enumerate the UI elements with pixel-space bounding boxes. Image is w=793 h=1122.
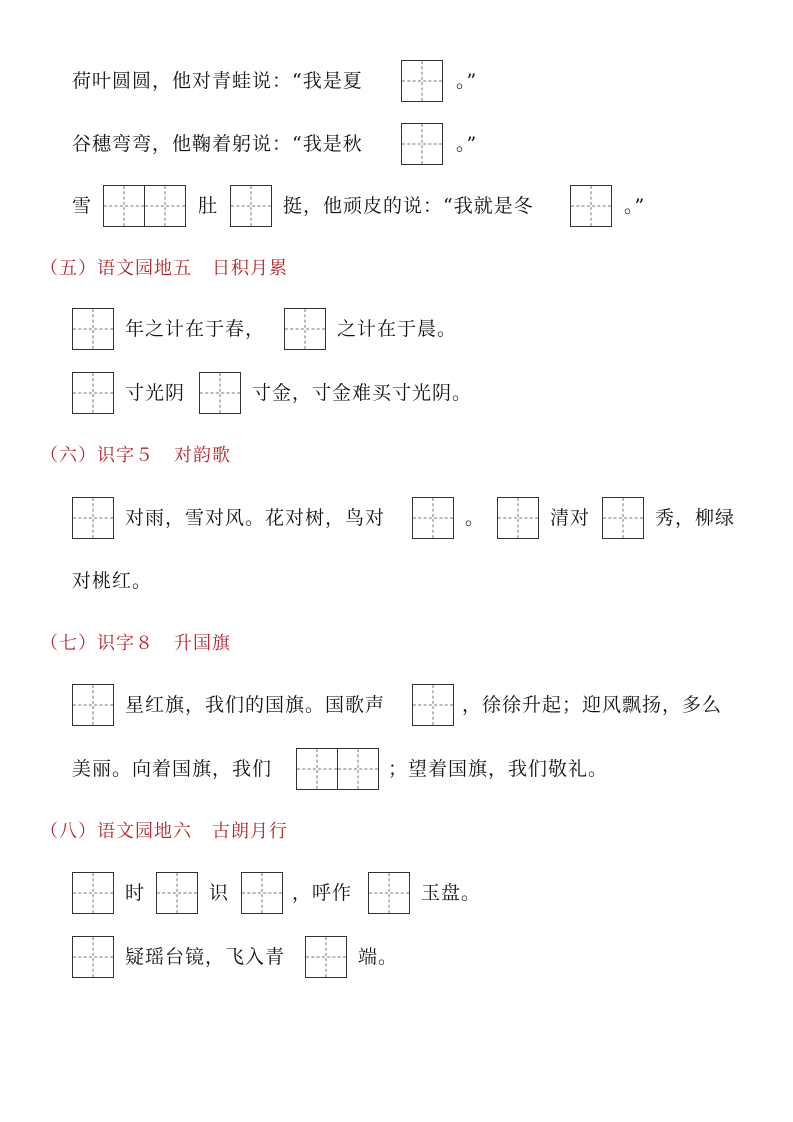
section-title: 识字５: [97, 445, 154, 466]
text-fragment: 玉盘。: [421, 882, 482, 904]
text-fragment: 谷穗弯弯，他鞠着躬说：“我是秋: [72, 133, 363, 155]
answer-box[interactable]: [72, 936, 114, 978]
text-fragment: 秀，柳绿: [655, 507, 736, 529]
answer-box[interactable]: [412, 684, 454, 726]
text-fragment: 星红旗，我们的国旗。国歌声: [125, 694, 386, 716]
section-heading: [40, 441, 231, 467]
answer-box[interactable]: [72, 684, 114, 726]
answer-box[interactable]: [602, 497, 644, 539]
text-fragment: ；望着国旗，我们敬礼。: [388, 758, 609, 780]
text-fragment: 美丽。向着国旗，我们: [72, 758, 273, 780]
text-fragment: 清对: [550, 507, 591, 529]
section-subtitle: 古朗月行: [212, 821, 288, 842]
answer-box[interactable]: [368, 872, 410, 914]
text-fragment: 雪: [72, 195, 93, 217]
answer-box[interactable]: [156, 872, 198, 914]
answer-box[interactable]: [296, 748, 338, 790]
answer-box[interactable]: [144, 185, 186, 227]
answer-box[interactable]: [497, 497, 539, 539]
text-fragment: 。: [465, 507, 486, 529]
text-fragment: 疑瑶台镜，飞入青: [125, 946, 286, 968]
answer-box[interactable]: [241, 872, 283, 914]
section-title: 语文园地六: [97, 821, 192, 842]
answer-box[interactable]: [305, 936, 347, 978]
answer-box[interactable]: [72, 372, 114, 414]
answer-box[interactable]: [72, 497, 114, 539]
answer-box-double[interactable]: [296, 748, 379, 790]
section-heading: [40, 817, 288, 843]
answer-box[interactable]: [284, 308, 326, 350]
text-fragment: 肚: [198, 195, 219, 217]
answer-box-double[interactable]: [103, 185, 186, 227]
section-number: （五）: [40, 258, 97, 279]
answer-box[interactable]: [72, 308, 114, 350]
text-fragment: ，呼作: [292, 882, 353, 904]
text-fragment: 端。: [358, 946, 399, 968]
answer-box[interactable]: [337, 748, 379, 790]
answer-box[interactable]: [230, 185, 272, 227]
section-number: （七）: [40, 633, 97, 654]
section-subtitle: 日积月累: [212, 258, 288, 279]
section-number: （六）: [40, 445, 97, 466]
section-number: （八）: [40, 821, 97, 842]
answer-box[interactable]: [72, 872, 114, 914]
text-fragment: 年之计在于春，: [125, 318, 266, 340]
text-fragment: 荷叶圆圆，他对青蛙说：“我是夏: [72, 70, 363, 92]
text-fragment: 挺，他顽皮的说：“我就是冬: [283, 195, 534, 217]
answer-box[interactable]: [401, 123, 443, 165]
answer-box[interactable]: [401, 60, 443, 102]
section-title: 识字８: [97, 633, 154, 654]
text-fragment: 时: [125, 882, 146, 904]
text-fragment: 。”: [456, 133, 478, 155]
text-fragment: 。”: [624, 195, 646, 217]
answer-box[interactable]: [199, 372, 241, 414]
section-heading: [40, 629, 231, 655]
text-fragment: 对雨，雪对风。花对树，鸟对: [125, 507, 386, 529]
text-fragment: ，徐徐升起；迎风飘扬，多么: [462, 694, 723, 716]
text-fragment: 寸光阴: [125, 382, 186, 404]
section-subtitle: 升国旗: [174, 633, 231, 654]
section-subtitle: 对韵歌: [174, 445, 231, 466]
text-fragment: 。”: [456, 70, 478, 92]
section-heading: [40, 254, 288, 280]
answer-box[interactable]: [103, 185, 145, 227]
text-fragment: 识: [209, 882, 230, 904]
answer-box[interactable]: [570, 185, 612, 227]
text-fragment: 之计在于晨。: [337, 318, 458, 340]
section-title: 语文园地五: [97, 258, 192, 279]
text-fragment: 寸金，寸金难买寸光阴。: [252, 382, 473, 404]
answer-box[interactable]: [412, 497, 454, 539]
text-fragment: 对桃红。: [72, 570, 153, 592]
